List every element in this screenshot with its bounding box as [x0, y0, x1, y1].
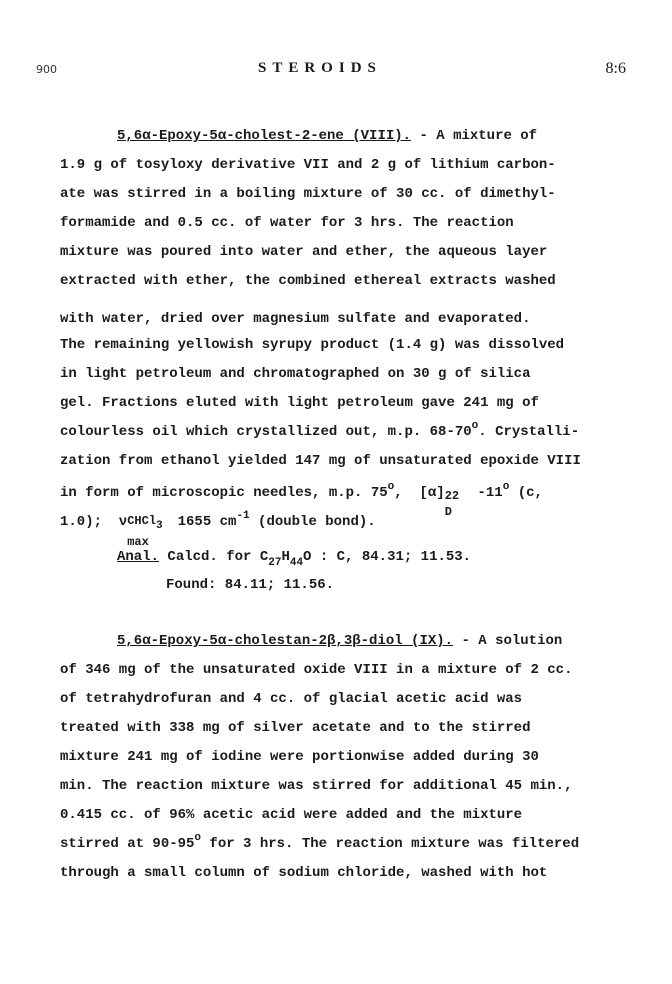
analysis-found: Found: 84.11; 11.56.	[166, 577, 335, 593]
text-line: colourless oil which crystallized out, m.p. 68-70$^o$. Crystalli-	[60, 420, 580, 440]
degree-symbol: o	[502, 481, 510, 493]
issue-number: 8:6	[605, 60, 626, 77]
rotation-wavelength: D	[444, 505, 452, 519]
section-heading: 5,6α-Epoxy-5α-cholestan-2β,3β-diol (IX).	[117, 633, 454, 649]
text-line: with water, dried over magnesium sulfate and evaporated.	[60, 311, 531, 327]
text-line: 5,6α-Epoxy-5α-cholestan-2β,3β-diol (IX). - A solution	[117, 633, 563, 649]
text-line: mixture was poured into water and ether, the aqueous layer	[60, 244, 548, 260]
text-line: 1.9 g of tosyloxy derivative VII and 2 g of lithium carbon-	[60, 157, 556, 173]
text-line: extracted with ether, the combined ethereal extracts washed	[60, 273, 556, 289]
text-line: The remaining yellowish syrupy product (1.4 g) was dissolved	[60, 337, 565, 353]
text-line: of 346 mg of the unsaturated oxide VIII in a mixture of 2 cc.	[60, 662, 573, 678]
degree-symbol: o	[194, 832, 202, 844]
text-line: in form of microscopic needles, m.p. 75$^o$, [α] 22 D -11$^o$ (c,	[60, 481, 543, 519]
text-line: min. The reaction mixture was stirred for additional 45 min.,	[60, 778, 573, 794]
text-line: zation from ethanol yielded 147 mg of unsaturated epoxide VIII	[60, 453, 581, 469]
text-line: 0.415 cc. of 96% acetic acid were added and the mixture	[60, 807, 523, 823]
section-heading: 5,6α-Epoxy-5α-cholest-2-ene (VIII).	[117, 128, 412, 144]
text-line: ate was stirred in a boiling mixture of 30 cc. of dimethyl-	[60, 186, 556, 202]
text-line: mixture 241 mg of iodine were portionwise added during 30	[60, 749, 539, 765]
text-line: in light petroleum and chromatographed on 30 g of silica	[60, 366, 531, 382]
text-line: gel. Fractions eluted with light petroleum gave 241 mg of	[60, 395, 539, 411]
page-header	[36, 60, 626, 84]
text-line: of tetrahydrofuran and 4 cc. of glacial acetic acid was	[60, 691, 523, 707]
solvent-label: CHCl3	[127, 514, 163, 532]
analysis-calcd: Anal. Calcd. for $C_{27}H_{44}O$ : C, 84.31; 11.53.	[117, 549, 472, 569]
degree-symbol: o	[471, 420, 479, 432]
text-line: stirred at 90-95$^o$ for 3 hrs. The reaction mixture was filtered	[60, 832, 580, 852]
text-line: treated with 338 mg of silver acetate and to the stirred	[60, 720, 531, 736]
text-line: 1.0); ν CHCl3 max 1655 $cm^{-1}$ (double bond).	[60, 510, 376, 549]
max-subscript: max	[127, 535, 149, 549]
text-line: 5,6α-Epoxy-5α-cholest-2-ene (VIII). - A mixture of	[117, 128, 538, 144]
degree-symbol: o	[387, 481, 395, 493]
rotation-temperature: 22	[444, 489, 460, 503]
text-line: through a small column of sodium chloride, washed with hot	[60, 865, 548, 881]
journal-title: STEROIDS	[258, 60, 382, 76]
text-line: formamide and 0.5 cc. of water for 3 hrs. The reaction	[60, 215, 514, 231]
analysis-label: Anal.	[117, 549, 160, 565]
page-number: 900	[36, 63, 57, 76]
